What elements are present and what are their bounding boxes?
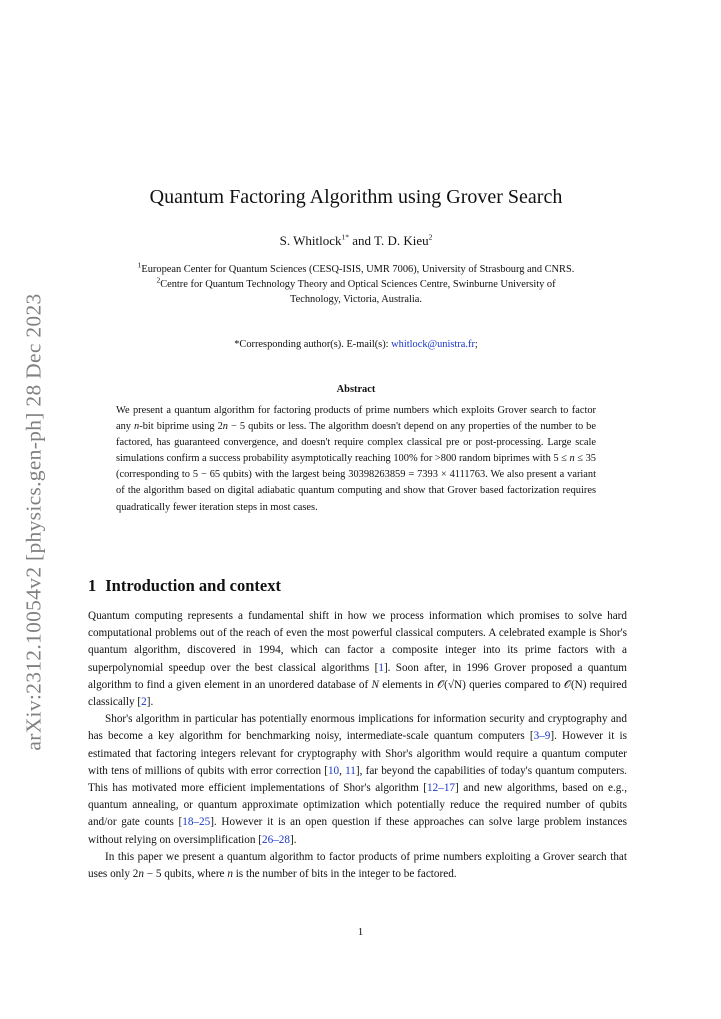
abstract-var-n-1: n xyxy=(134,421,140,433)
p3-text-c: is the number of bits in the integer to be factored. xyxy=(232,868,457,881)
corresponding-label: *Corresponding author(s). E-mail(s): xyxy=(234,339,392,350)
p1-text-d: ]. xyxy=(146,696,154,709)
arxiv-identifier-text: arXiv:2312.10054v2 [physics.gen-ph] 28 Dec 2023 xyxy=(21,293,46,751)
p2-text-b: ]. However it is estimated that factoring integers relevant for cryptography with Shor's algorithm would require a quantum computer with tens of millions of qubits with error correction [ xyxy=(88,730,627,777)
p2-text-e: ]. However it is an open question if these approaches can solve large problem instances without relying on oversimplification [ xyxy=(88,816,627,846)
affiliation-2-mark: 2 xyxy=(156,275,161,285)
author-whitlock-affil-mark: 1* xyxy=(341,232,349,242)
p2-text-f: ]. xyxy=(289,833,297,846)
citation-10[interactable]: 10 xyxy=(327,764,340,777)
p2-text-d: ] and new algorithms, based on e.g., quantum annealing, or quantum approximate optimization which potentially reduce the required number of qubits and/or gate counts [ xyxy=(88,782,627,829)
p2-sep: , xyxy=(339,764,346,777)
email-link[interactable]: whitlock@unistra.fr xyxy=(391,339,475,350)
author-kieu: T. D. Kieu xyxy=(374,233,429,248)
p3-var-n-1: n xyxy=(138,868,144,881)
p2-text-a: Shor's algorithm in particular has potentially enormous implications for information security and cryptography and has become a key algorithm for benchmarking noisy, intermediate-scale quantum computers [ xyxy=(88,713,627,743)
paper-title: Quantum Factoring Algorithm using Grover Search xyxy=(149,186,563,208)
abstract-part-4: ≤ 35 (corresponding to 5 − 65 qubits) with the largest being 30398263859 = 7393 × 4111763. We also present a variant of the algorithm based on digital adiabatic quantum computing and show that Grover based factorization requires quadratically fewer iteration steps in most cases. xyxy=(116,453,596,513)
abstract-var-n-2: n xyxy=(222,421,228,433)
body-text xyxy=(88,608,627,883)
citation-3-9[interactable]: 3–9 xyxy=(533,730,551,743)
abstract-var-n-3: n xyxy=(569,453,575,465)
abstract-heading: Abstract xyxy=(336,384,376,395)
section-heading xyxy=(88,576,281,596)
abstract-part-1: We present a quantum algorithm for factoring products of prime numbers which exploits Grover search to factor any xyxy=(116,405,596,433)
affiliation-2-text-line2: Technology, Victoria, Australia. xyxy=(290,294,422,305)
p1-text-a: Quantum computing represents a fundamental shift in how we process information which promises to solve hard computational problems out of the reach of even the most powerful classical computers. A celebrated example is Shor's quantum algorithm, discovered in 1994, which can factor a composite integer into its prime factors with a superpolynomial speedup over the best classical algorithms [ xyxy=(88,610,627,674)
abstract-part-3: − 5 qubits or less. The algorithm doesn't depend on any properties of the number to be factored, has guaranteed convergence, and doesn't require complex classical pre or post-processing. Large scale simulations confirm a success probability asymptotically reaching 100% for >800 random biprimes with 5 ≤ xyxy=(116,421,596,465)
p3-var-n-2: n xyxy=(227,868,233,881)
section-number: 1 xyxy=(88,576,97,595)
p1-text-c: elements in 𝒪(√N) queries compared to 𝒪(N) required classically [ xyxy=(88,678,627,709)
paragraph-1 xyxy=(88,608,627,711)
affiliation-1-mark: 1 xyxy=(137,260,142,270)
author-kieu-affil-mark: 2 xyxy=(428,232,433,242)
p3-text-a: In this paper we present a quantum algorithm to factor products of prime numbers exploiting a Grover search that uses only 2 xyxy=(88,850,627,881)
corresponding-tail: ; xyxy=(474,339,478,350)
affiliation-2 xyxy=(88,277,624,307)
citation-18-25[interactable]: 18–25 xyxy=(182,816,211,829)
affiliation-1 xyxy=(88,262,624,277)
p3-text-b: − 5 qubits, where xyxy=(143,868,228,881)
author-whitlock: S. Whitlock xyxy=(279,233,342,248)
arxiv-identifier-stamp xyxy=(14,232,54,812)
abstract-body xyxy=(116,403,596,516)
paragraph-3 xyxy=(88,849,627,883)
citation-2[interactable]: 2 xyxy=(141,696,147,709)
abstract-part-2: -bit biprime using 2 xyxy=(139,421,223,433)
paragraph-2 xyxy=(88,711,627,849)
author-line xyxy=(88,233,624,249)
citation-26-28[interactable]: 26–28 xyxy=(262,833,290,846)
section-title: Introduction and context xyxy=(105,576,281,595)
citation-1[interactable]: 1 xyxy=(378,661,384,674)
page-number: 1 xyxy=(357,926,364,938)
p1-text-b: ]. Soon after, in 1996 Grover proposed a quantum algorithm to find a given element in an unordered database of xyxy=(88,661,627,691)
citation-11[interactable]: 11 xyxy=(345,764,356,777)
affiliation-1-text: European Center for Quantum Sciences (CESQ-ISIS, UMR 7006), University of Strasbourg and CNRS. xyxy=(141,264,575,275)
author-conjunction: and xyxy=(348,233,375,248)
citation-12-17[interactable]: 12–17 xyxy=(427,782,455,795)
p1-var-N: N xyxy=(371,678,379,691)
corresponding-author xyxy=(88,339,624,350)
affiliation-2-text-line1: Centre for Quantum Technology Theory and Optical Sciences Centre, Swinburne University of xyxy=(160,279,556,290)
p2-text-c: ], far beyond the capabilities of today's quantum computers. This has motivated more efficient implementations of Shor's algorithm [ xyxy=(88,764,627,795)
